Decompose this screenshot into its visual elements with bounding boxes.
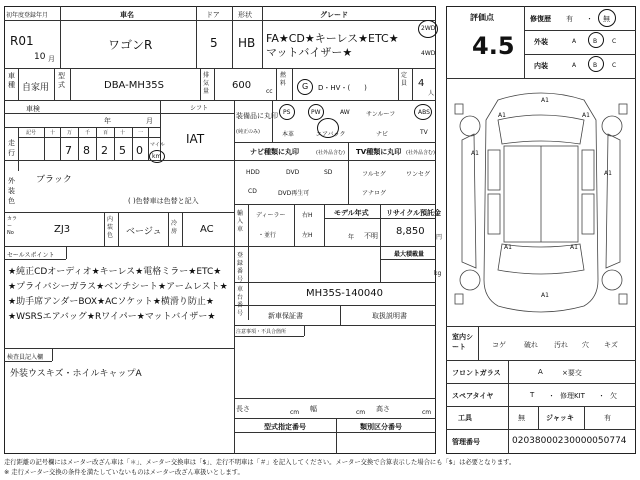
exterior-color: ブラック (36, 175, 72, 185)
mgmt-number: 02038000230000050774 (512, 436, 627, 446)
car-name-label: 車名 (120, 11, 134, 19)
length-label: 長さ (236, 405, 250, 413)
nav-dvd: DVD (286, 169, 300, 176)
dmg-a1-2: A1 (582, 112, 590, 119)
score-value: 4.5 (472, 32, 515, 60)
first-reg-label: 初年度登録年月 (6, 12, 49, 19)
displacement-unit: cc (266, 88, 273, 95)
chassis-label: 車台番号 (237, 286, 244, 317)
dmg-a1-0: A1 (541, 97, 549, 104)
sales-line-2: ★助手席アンダーBOX★ACソケット★横滑り防止★ (8, 297, 214, 307)
drive-4wd: 4WD (421, 50, 436, 57)
spare-label: スペアタイヤ (452, 392, 494, 400)
capacity: 4 (418, 78, 425, 89)
model-label: 型式 (58, 72, 65, 89)
equip-ps: PS (283, 109, 291, 116)
max-load-label: 最大積載量 (394, 251, 425, 258)
shift-value: IAT (186, 132, 205, 146)
inspection-label: 車検 (26, 105, 40, 113)
nav-hdd: HDD (246, 169, 260, 176)
score-label: 評価点 (470, 13, 494, 22)
seat-item-2: 汚れ (554, 341, 568, 349)
tools-label: 工具 (458, 414, 472, 422)
mileage-digit-0: 7 (65, 144, 72, 157)
equip-abs: ABS (418, 109, 430, 116)
fuel-g: G (302, 82, 309, 91)
mileage-head-1: 十 (50, 130, 56, 136)
nav-header-sub: (社外品含む) (316, 150, 345, 156)
tools-value: 無 (518, 414, 525, 422)
recycle-label: リサイクル預託金 (386, 209, 442, 217)
seat-item-3: 穴 (582, 341, 589, 349)
width-label: 幅 (310, 405, 317, 413)
notes-label: 注意事項・不具合箇所 (236, 329, 287, 335)
mgmt-label: 管理番号 (452, 438, 480, 446)
first-reg-year: R01 (10, 34, 34, 48)
int-c: C (612, 62, 617, 69)
recycle-value: 8,850 (396, 226, 425, 237)
model-year-value: 不明 (364, 232, 378, 240)
dmg-a1-4: A1 (604, 170, 612, 177)
mileage-digit-2: 2 (101, 144, 108, 157)
manual: 取扱説明書 (372, 312, 407, 320)
type-no-label: 型式指定番号 (264, 423, 306, 431)
first-reg-month: 10 (34, 52, 46, 62)
inspector-label: 検査員記入欄 (7, 354, 44, 361)
import-left: 左H (302, 232, 313, 239)
use-label: 車種 (8, 72, 15, 89)
spare-kit: 修理KIT (560, 392, 585, 400)
exterior-note: ( )色替車は色替と記入 (128, 197, 199, 205)
import-parallel: ・並行 (258, 232, 277, 239)
footer-line2: ※ 走行メーター交換の条件を満たしていないものはメーター改ざん車扱いとします。 (4, 469, 244, 476)
spare-none: 欠 (610, 392, 617, 400)
car-name: ワゴンR (108, 38, 153, 52)
tv-oneseg: ワンセグ (406, 171, 431, 178)
displacement-label: 排気量 (203, 72, 210, 95)
tv-fullseg: フルセグ (362, 171, 386, 178)
interior-color: ベージュ (126, 227, 162, 237)
length-unit: cm (290, 409, 300, 416)
inspector-text: 外装ウスキズ・ホイルキャップA (10, 369, 142, 379)
nav-cd: CD (248, 188, 257, 195)
seat-label: 室内シート (452, 333, 473, 351)
equipment-sub: (純正のみ) (236, 129, 260, 135)
doors: 5 (210, 36, 218, 50)
capacity-unit: 人 (428, 90, 435, 97)
import-right: 右H (302, 212, 313, 219)
exterior-label: 外装色 (8, 177, 15, 205)
repair-no: 無 (603, 15, 610, 23)
warranty: 新車保証書 (268, 312, 303, 320)
sales-line-0: ★純正CDオーディオ★キーレス★電格ミラー★ETC★ (8, 267, 222, 277)
mileage-head-6: 一 (138, 130, 144, 136)
fuel-label: 燃料 (280, 72, 287, 87)
mileage-head-2: 万 (67, 130, 73, 136)
equip-airbag: エアバック (316, 131, 346, 138)
equip-nav: ナビ (376, 131, 389, 138)
import-dealer: ディーラー (256, 212, 286, 219)
int-b: B (593, 62, 598, 69)
seat-item-1: 破れ (524, 341, 538, 349)
glass-a: A (538, 368, 543, 376)
door-label: ドア (206, 11, 220, 19)
int-a: A (572, 62, 577, 69)
import-label: 輸入車 (237, 210, 244, 233)
use-value: 自家用 (22, 83, 50, 93)
displacement: 600 (232, 80, 252, 91)
footer-line1: 走行距離の記号欄にはメーター改ざん車は「＊」、メーター交換車は「$」、走行不明車は「＃」を記入してください。メーター交換で合算表示した場合にも「$」は必要となります。 (4, 459, 516, 466)
sales-line-3: ★WSRSエアバッグ★Rワイパー★マットバイザー★ (8, 312, 216, 322)
ext-b: B (593, 38, 598, 45)
shift-label: シフト (190, 105, 209, 112)
mileage-head-3: 千 (85, 130, 91, 136)
mileage-digit-3: 5 (119, 144, 126, 157)
mileage-head-0: 記号 (26, 130, 37, 136)
glass-replace: ×要交 (562, 369, 582, 377)
tv-analog: アナログ (362, 190, 387, 197)
grade-label: グレード (320, 11, 348, 19)
dmg-a1-1: A1 (498, 112, 506, 119)
repair-dot: ・ (586, 15, 593, 23)
inspection-month: 月 (146, 117, 153, 125)
nav-dvd-play: DVD再生可 (278, 190, 310, 197)
tv-header-sub: (社外品含む) (406, 150, 435, 156)
int-label: 内装 (534, 62, 548, 70)
mileage-unit-mile: マイル (150, 142, 165, 148)
equip-tv: TV (420, 129, 428, 136)
shape-label: 形状 (238, 11, 252, 19)
width-unit: cm (356, 409, 366, 416)
inspection-year: 年 (104, 117, 111, 125)
grade-line2: マットバイザー★ (266, 46, 353, 59)
ext-label: 外装 (534, 38, 548, 46)
mileage-digit-4: 0 (136, 144, 143, 157)
dmg-a1-6: A1 (570, 244, 578, 251)
repair-yes: 有 (566, 15, 573, 23)
model: DBA-MH35S (104, 80, 165, 91)
ac-label: 冷房 (171, 220, 178, 235)
mileage-label: 走行 (8, 139, 15, 157)
mileage-unit-km: km (152, 153, 162, 160)
ext-a: A (572, 38, 577, 45)
color-no-label: カラーNo (7, 216, 18, 236)
spare-sep: ・ (548, 392, 555, 400)
capacity-label: 定員 (401, 72, 408, 87)
seat-item-4: キズ (604, 341, 618, 349)
drive-2wd: 2WD (421, 25, 436, 32)
color-no: ZJ3 (54, 224, 71, 235)
ac-value: AC (200, 224, 214, 235)
equip-pw: PW (311, 109, 321, 116)
model-year-year: 年 (348, 234, 355, 241)
month-unit: 月 (48, 55, 55, 63)
equipment-label: 装備品に丸印 (236, 112, 278, 120)
car-diagram (448, 80, 634, 324)
class-no-label: 類別区分番号 (360, 423, 402, 431)
seat-item-0: コゲ (492, 341, 506, 349)
dmg-a1-7: A1 (541, 292, 549, 299)
model-year-label: モデル年式 (334, 209, 369, 217)
interior-label: 内装色 (107, 216, 114, 239)
nav-header: ナビ種類に丸印 (250, 148, 299, 156)
jack-label: ジャッキ (546, 414, 574, 422)
mileage-head-5: 十 (120, 130, 126, 136)
recycle-unit: 円 (436, 234, 443, 241)
registration-label: 登録番号 (237, 252, 244, 283)
fuel-rest: D・HV・( ) (318, 84, 367, 92)
mileage-digit-1: 8 (83, 144, 90, 157)
height-label: 高さ (376, 405, 390, 413)
shape: HB (238, 36, 256, 50)
ext-c: C (612, 38, 617, 45)
dmg-a1-5: A1 (504, 244, 512, 251)
nav-sd: SD (324, 169, 333, 176)
sales-points-label: セールスポイント (7, 252, 55, 259)
mileage-head-4: 百 (103, 130, 109, 136)
jack-value: 有 (604, 414, 611, 422)
spare-t: T (530, 391, 535, 399)
grade-line1: FA★CD★キーレス★ETC★ (266, 32, 399, 45)
max-load-unit: kg (434, 270, 442, 277)
tv-header: TV種類に丸印 (356, 148, 402, 156)
repair-label: 修復歴 (530, 15, 551, 23)
equip-aw: AW (340, 109, 350, 116)
equip-sunroof: サンルーフ (366, 111, 396, 118)
dmg-a1-3: A1 (471, 150, 479, 157)
chassis-value: MH35S-140040 (306, 288, 384, 299)
spare-sep2: ・ (598, 392, 605, 400)
glass-label: フロントガラス (452, 369, 501, 377)
height-unit: cm (422, 409, 432, 416)
equip-leather: 本革 (282, 131, 295, 138)
sales-line-1: ★プライバシーガラス★ベンチシート★アームレスト★ (8, 282, 228, 292)
